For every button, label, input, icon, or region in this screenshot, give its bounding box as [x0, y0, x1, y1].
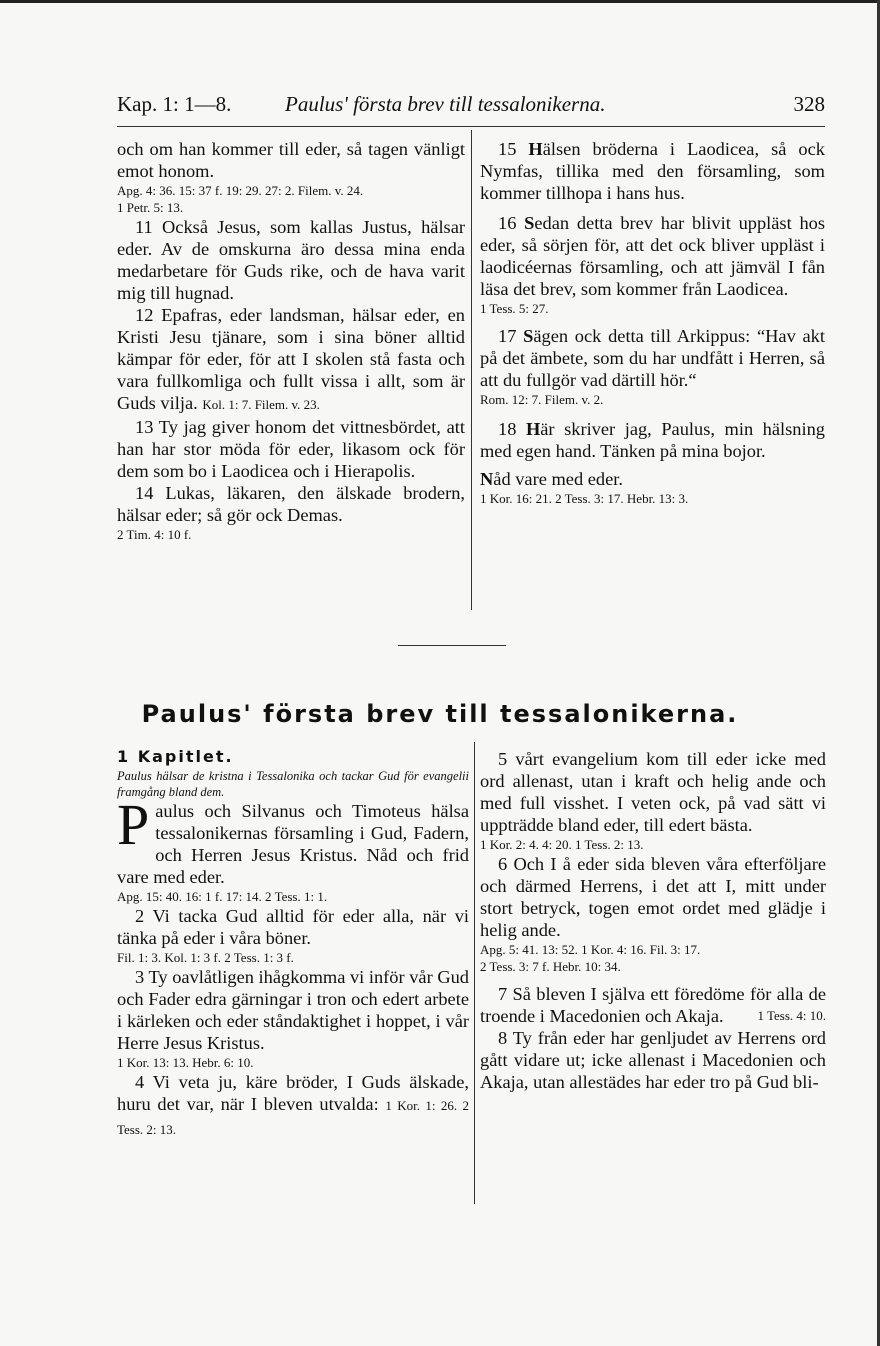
drop-cap: P	[117, 792, 150, 857]
verse-16: 16 Sedan detta brev har blivit uppläst hos eder, så sörjen för, att det ock bliver uppläst i laodicéernas församling, och att jämväl I fån läsa det brev, som kommer från Laodicea.	[480, 213, 825, 299]
column-divider	[471, 130, 472, 610]
section-separator	[398, 645, 506, 646]
chapter-heading: 1 Kapitlet.	[117, 747, 234, 766]
cross-reference: 1 Tess. 4: 10.	[757, 1008, 826, 1023]
verse-2: 2 Vi tacka Gud alltid för eder alla, när vi tänka på eder i våra böner.	[117, 906, 469, 948]
verse-1: Paulus och Silvanus och Timoteus hälsa tessalonikernas församling i Gud, Fadern, och Herren Jesus Kristus. Nåd och frid vare med eder.	[117, 792, 469, 887]
column-divider	[474, 742, 475, 1204]
top-right-column	[480, 138, 825, 507]
cross-reference: 1 Kor. 1: 26. 2 Tess. 2: 13.	[117, 1098, 469, 1137]
verse-8: 8 Ty från eder har genljudet av Herrens ord gått vidare ut; icke allenast i Macedonien och Akaja, utan allestädes har eder tro på Gud bli-	[480, 1028, 826, 1092]
cross-reference: 2 Tess. 3: 7 f. Hebr. 10: 34.	[480, 959, 621, 974]
cross-reference: 1 Kor. 13: 13. Hebr. 6: 10.	[117, 1055, 254, 1070]
verse-10-end: och om han kommer till eder, så tagen vänligt emot honom.	[117, 139, 465, 181]
verse-14: 14 Lukas, läkaren, den älskade brodern, hälsar eder; så gör ock Demas.	[117, 483, 465, 525]
cross-reference: Apg. 5: 41. 13: 52. 1 Kor. 4: 16. Fil. 3: 17.	[480, 942, 701, 957]
header-rule	[117, 126, 825, 127]
cross-reference: Apg. 4: 36. 15: 37 f. 19: 29. 27: 2. Filem. v. 24.	[117, 183, 364, 198]
running-title: Paulus' första brev till tessalonikerna.	[285, 92, 606, 116]
verse-12: 12 Epafras, eder landsman, hälsar eder, en Kristi Jesu tjänare, som i sina böner alltid kämpar för eder, för att I skolen stå fasta och vara fullkomliga och fullt vissa i allt, som är Guds vilja. Kol. 1: 7. Filem. v. 23.	[117, 305, 465, 413]
chapter-summary: Paulus hälsar de kristna i Tessalonika och tackar Gud för evangelii framgång bland dem.	[117, 769, 469, 799]
cross-reference: 1 Kor. 16: 21. 2 Tess. 3: 17. Hebr. 13: 3.	[480, 491, 689, 506]
benediction: Nåd vare med eder.	[480, 469, 623, 489]
cross-reference: 1 Kor. 2: 4. 4: 20. 1 Tess. 2: 13.	[480, 837, 644, 852]
verse-11: 11 Också Jesus, som kallas Justus, hälsar eder. Av de omskurna äro dessa mina enda medarbetare för Guds rike, och de hava varit mig till hugnad.	[117, 217, 465, 303]
verse-15: 15 Hälsen bröderna i Laodicea, så ock Nymfas, tillika med den församling, som kommer tillhopa i hans hus.	[480, 139, 825, 203]
book-title: Paulus' första brev till tessalonikerna.	[141, 700, 739, 728]
bottom-right-column	[480, 748, 826, 1093]
cross-reference: Kol. 1: 7. Filem. v. 23.	[202, 397, 320, 412]
cross-reference: Fil. 1: 3. Kol. 1: 3 f. 2 Tess. 1: 3 f.	[117, 950, 294, 965]
page-number: 328	[793, 92, 825, 116]
cross-reference: Rom. 12: 7. Filem. v. 2.	[480, 392, 604, 407]
top-border	[0, 0, 880, 3]
chapter-ref: Kap. 1: 1—8.	[117, 92, 232, 116]
cross-reference: 1 Tess. 5: 27.	[480, 301, 549, 316]
verse-18: 18 Här skriver jag, Paulus, min hälsning med egen hand. Tänken på mina bojor.	[480, 419, 826, 461]
verse-4: 4 Vi veta ju, käre bröder, I Guds älskade, huru det var, när I bleven utvalda: 1 Kor. 1: 26. 2 Tess. 2: 13.	[117, 1072, 469, 1137]
page-header	[117, 92, 825, 122]
cross-reference: 1 Petr. 5: 13.	[117, 200, 184, 215]
top-left-column	[117, 138, 465, 543]
verse-13: 13 Ty jag giver honom det vittnesbördet, att han har stor möda för eder, likasom ock för dem som bo i Laodicea och i Hierapolis.	[117, 417, 465, 481]
bottom-left-column	[117, 746, 469, 1141]
verse-3: 3 Ty oavlåtligen ihågkomma vi inför vår Gud och Fader edra gärningar i tron och edert arbete i kärleken och eder ståndaktighet i hoppet, i vår Herre Jesus Kristus.	[117, 967, 469, 1053]
verse-5: 5 vårt evangelium kom till eder icke med ord allenast, utan i kraft och helig ande och med full visshet. I veten ock, på vad sätt vi uppträdde bland eder, till edert bästa.	[480, 749, 826, 835]
verse-7: 7 Så bleven I själva ett föredöme för alla de troende i Macedonien och Akaja. 1 Tess. 4: 10.	[480, 984, 826, 1026]
cross-reference: Apg. 15: 40. 16: 1 f. 17: 14. 2 Tess. 1: 1.	[117, 889, 328, 904]
verse-6: 6 Och I å eder sida bleven våra efterföljare och därmed Herrens, i det att I, mitt under stort betryck, togen emot ordet med glädje i helig ande.	[480, 854, 826, 940]
verse-17: 17 Sägen ock detta till Arkippus: “Hav akt på det ämbete, som du har undfått i Herren, så att du fullgör vad därtill hör.“	[480, 326, 825, 390]
cross-reference: 2 Tim. 4: 10 f.	[117, 527, 192, 542]
